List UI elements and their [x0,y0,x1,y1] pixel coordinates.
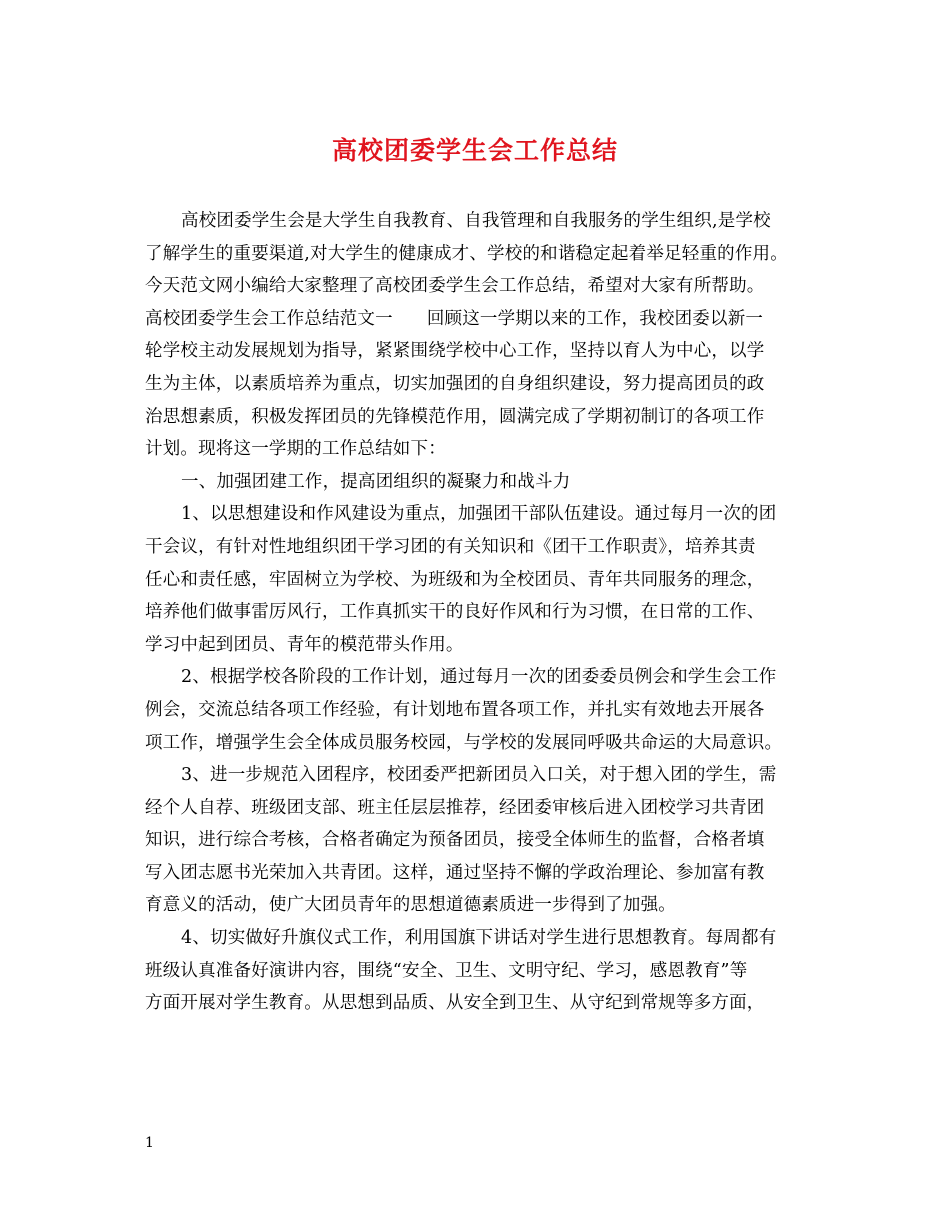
text-line-with-heading [145,303,825,336]
sample-heading: 高校团委学生会工作总结范文一 [145,308,393,329]
text-line: 生为主体，以素质培养为重点，切实加强团的自身组织建设，努力提高团员的政 [145,373,765,394]
text-line: 学习中起到团员、青年的模范带头作用。 [145,634,464,655]
text-line: 轮学校主动发展规划为指导，紧紧围绕学校中心工作，坚持以育人为中心，以学 [145,341,765,362]
text-line: 高校团委学生会是大学生自我教育、自我管理和自我服务的学生组织,是学校 [181,211,771,231]
text-line: 项工作，增强学生会全体成员服务校园，与学校的发展同呼吸共命运的大局意识。 [145,732,783,753]
page-number: 1 [145,1135,154,1151]
document-body [145,205,825,1020]
text-line: 2、根据学校各阶段的工作计划，通过每月一次的团委委员例会和学生会工作 [181,667,777,688]
text-line: 治思想素质，积极发挥团员的先锋模范作用，圆满完成了学期初制订的各项工作 [145,406,765,427]
text-line: 培养他们做事雷厉风行，工作真抓实干的良好作风和行为习惯，在日常的工作、 [145,602,765,623]
text-line: 了解学生的重要渠道,对大学生的健康成才、学校的和谐稳定起着举足轻重的作用。 [145,243,788,264]
text-line: 计划。现将这一学期的工作总结如下： [145,439,446,460]
text-line: 例会，交流总结各项工作经验，有计划地布置各项工作，并扎实有效地去开展各 [145,699,765,720]
text-line: 1、以思想建设和作风建设为重点，加强团干部队伍建设。通过每月一次的团 [181,504,777,525]
text-line: 任心和责任感，牢固树立为学校、为班级和为全校团员、青年共同服务的理念， [145,569,765,590]
text-line: 知识，进行综合考核，合格者确定为预备团员，接受全体师生的监督，合格者填 [145,830,765,851]
text-line: 班级认真准备好演讲内容，围绕“安全、卫生、文明守纪、学习，感恩教育”等 [145,960,748,981]
section-heading: 一、加强团建工作，提高团组织的凝聚力和战斗力 [181,471,571,492]
text-line: 育意义的活动，使广大团员青年的思想道德素质进一步得到了加强。 [145,895,676,916]
text-line: 方面开展对学生教育。从思想到品质、从安全到卫生、从守纪到常规等多方面， [145,993,765,1014]
text-line: 写入团志愿书光荣加入共青团。这样，通过坚持不懈的学政治理论、参加富有教 [145,862,765,883]
text-line: 今天范文网小编给大家整理了高校团委学生会工作总结，希望对大家有所帮助。 [145,276,765,297]
text-line: 经个人自荐、班级团支部、班主任层层推荐，经团委审核后进入团校学习共青团 [145,797,765,818]
document-title: 高校团委学生会工作总结 [331,136,618,165]
text-line: 3、进一步规范入团程序，校团委严把新团员入口关，对于想入团的学生，需 [181,765,777,786]
text-line: 4、切实做好升旗仪式工作，利用国旗下讲话对学生进行思想教育。每周都有 [181,928,777,949]
text-line: 干会议，有针对性地组织团干学习团的有关知识和《团干工作职责》，培养其责 [145,536,756,557]
text-segment: 回顾这一学期以来的工作，我校团委以新一 [426,308,764,329]
